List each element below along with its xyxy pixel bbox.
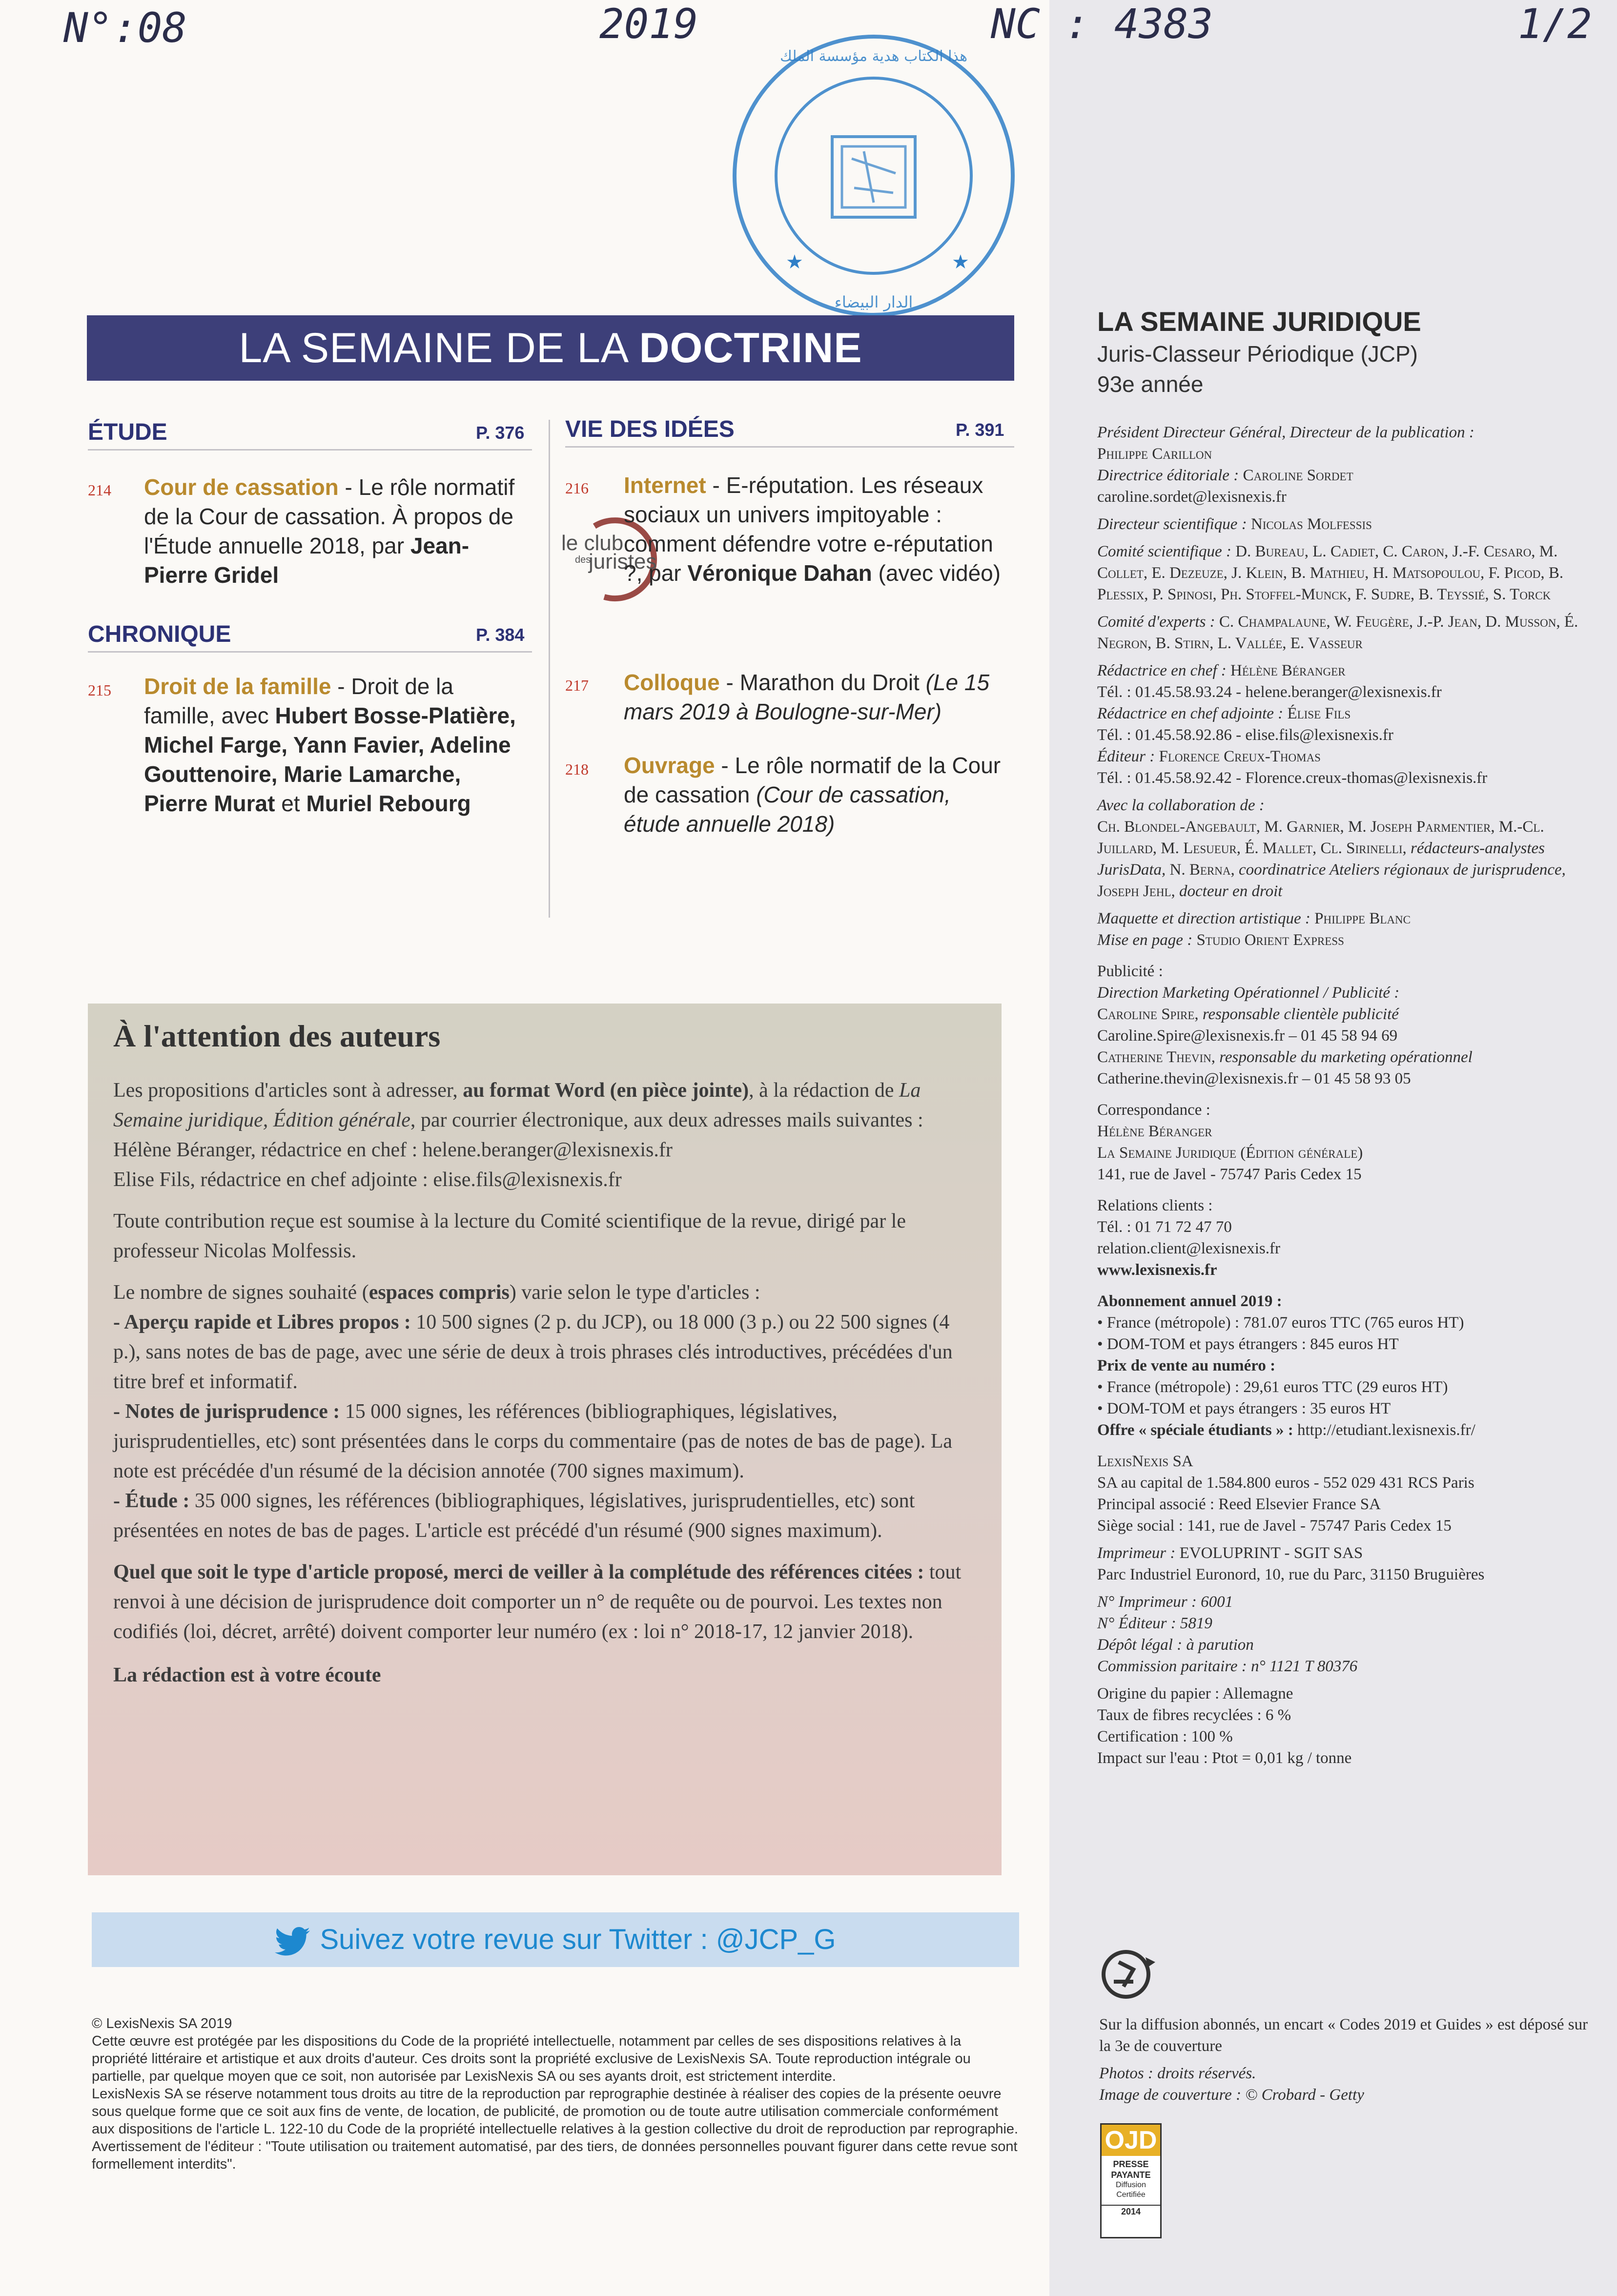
handwritten-number: N°:08 <box>63 4 187 52</box>
article-number: 215 <box>88 681 111 699</box>
authors-paragraph: Le nombre de signes souhaité (espaces compris) varie selon le type d'articles : - Aperçu rapide et Libres propos : 10 500 signes (2 p. du JCP), ou 18 000 (3 p.) ou 22 500 signes (4 p.), sans notes de bas de page, avec une série de deux à trois phrases clés introductives, précédées d'un titre bref et informatif. - Notes de jurisprudence : 15 000 signes, les références (bibliographiques, législatives, jurisprudentielles, etc) sont présentées dans le corps du commentaire (pas de notes de bas de page). La note est précédée d'un résumé de la décision annotée (700 signes maximum). - Étude : 35 000 signes, les références (bibliographiques, législatives, jurisprudentielles, etc) sont présentées en notes de bas de pages. L'article est précédé d'un résumé (900 signes maximum). <box>113 1281 953 1542</box>
club-des-juristes-logo: le club des juristes <box>560 507 682 604</box>
article-keyword: Colloque <box>624 670 720 695</box>
authors-notice-box <box>88 1004 1002 1875</box>
article-keyword: Cour de cassation <box>144 474 339 500</box>
idees-article-internet[interactable]: Internet - E-réputation. Les réseaux sociaux un univers impitoyable : comment défendre votre e-réputation ?, par Véronique Dahan (avec vidéo) <box>624 472 1001 586</box>
handwritten-nc: NC : 4383 <box>991 0 1213 48</box>
banner-title-bold: DOCTRINE <box>639 325 862 371</box>
svg-text:الدار البيضاء: الدار البيضاء <box>834 293 913 311</box>
idees-page: P. 391 <box>956 420 1004 440</box>
authors-paragraph: Quel que soit le type d'article proposé, merci de veiller à la complétude des références citées : tout renvoi à une décision de jurisprudence doit comporter un n° de requête ou de pourvoi. Les textes non codifiés (loi, décret, arrêté) doivent comporter leur numéro (ex : loi n° 2018-17, 12 janvier 2018). <box>113 1561 962 1643</box>
article-author: Jean-Pierre Gridel <box>144 533 470 588</box>
divider <box>88 651 532 653</box>
divider <box>88 449 532 451</box>
svg-text:هذا الكتاب هدية مؤسسة الملك: هذا الكتاب هدية مؤسسة الملك <box>779 48 968 65</box>
article-keyword: Ouvrage <box>624 753 715 778</box>
authors-paragraph: Toute contribution reçue est soumise à la lecture du Comité scientifique de la revue, dirigé par le professeur Nicolas Molfessis. <box>113 1210 906 1262</box>
article-keyword: Internet <box>624 472 706 498</box>
etude-heading: ÉTUDE <box>88 419 167 445</box>
svg-text:★: ★ <box>952 251 969 273</box>
masthead-footer: Sur la diffusion abonnés, un encart « Codes 2019 et Guides » est déposé sur la 3e de couverture Photos : droits réservés. Image de couverture : © Crobard - Getty <box>1099 2016 1588 2104</box>
etude-article[interactable]: Cour de cassation - Le rôle normatif de la Cour de cassation. À propos de l'Étude annuelle 2018, par Jean-Pierre Gridel <box>144 474 515 588</box>
divider <box>565 446 1014 448</box>
article-number: 218 <box>565 760 589 778</box>
article-keyword: Droit de la famille <box>144 674 331 699</box>
legal-notice: © LexisNexis SA 2019 Cette œuvre est protégée par les dispositions du Code de la propriété intellectuelle, notamment par celles de ses dispositions relatives à la propriété littéraire et artistique et aux droits d'auteur. Ces droits sont la propriété exclusive de LexisNexis SA. Toute reproduction intégrale ou partielle, par quelque moyen que ce soit, non autorisée par LexisNexis SA ou ses ayants droit, est strictement interdite. LexisNexis SA se réserve notamment tous droits au titre de la reproduction par reprographie destinée à réaliser des copies de la présente oeuvre sous quelque forme que ce soit aux fins de vente, de location, de publicité, de promotion ou de toute autre utilisation commerciale conformément aux dispositions de l'article L. 122-10 du Code de la propriété intellectuelle relatives à la gestion collective du droit de reproduction par reprographie. Avertissement de l'éditeur : "Toute utilisation ou traitement automatisé, par des tiers, de données personnelles pouvant figurer dans cette revue sont formellement interdits". <box>92 2016 1019 2172</box>
masthead-subtitle: Juris-Classeur Périodique (JCP) <box>1097 341 1418 367</box>
article-number: 214 <box>88 481 111 499</box>
svg-text:★: ★ <box>786 251 803 273</box>
column-divider <box>549 420 550 918</box>
idees-heading: VIE DES IDÉES <box>565 416 735 442</box>
article-number: 216 <box>565 479 589 497</box>
section-banner <box>87 315 1014 381</box>
library-stamp-icon <box>727 27 1020 329</box>
authors-paragraph: Les propositions d'articles sont à adresser, au format Word (en pièce jointe), à la rédaction de La Semaine juridique, Édition générale, par courrier électronique, aux deux adresses mails suivantes : Hélène Béranger, rédactrice en chef : helene.beranger@lexisnexis.fr Elise Fils, rédactrice en chef adjointe : elise.fils@lexisnexis.fr <box>113 1079 923 1191</box>
twitter-text: Suivez votre revue sur Twitter : @JCP_G <box>320 1924 836 1955</box>
banner-title-prefix: LA SEMAINE DE LA <box>239 325 639 371</box>
chronique-page: P. 384 <box>476 625 525 645</box>
handwritten-year: 2019 <box>599 0 698 48</box>
chronique-article[interactable]: Droit de la famille - Droit de la famille, avec Hubert Bosse-Platière, Michel Farge, Yann Favier, Adeline Gouttenoire, Marie Lamarche, Pierre Murat et Muriel Rebourg <box>144 674 516 816</box>
masthead-year: 93e année <box>1097 371 1204 397</box>
authors-box-title: À l'attention des auteurs <box>113 1019 441 1053</box>
etude-page: P. 376 <box>476 423 525 443</box>
ojd-badge: OJD PRESSE PAYANTE Diffusion Certifiée 2014 <box>1100 2123 1162 2238</box>
twitter-bird-icon <box>275 1927 310 1956</box>
chronique-heading: CHRONIQUE <box>88 621 231 647</box>
handwritten-part: 1/2 <box>1518 0 1592 48</box>
article-number: 217 <box>565 676 589 694</box>
twitter-bar[interactable] <box>92 1912 1019 1967</box>
masthead-title: LA SEMAINE JURIDIQUE <box>1097 306 1421 337</box>
idees-article-ouvrage[interactable]: Ouvrage - Le rôle normatif de la Cour de cassation (Cour de cassation, étude annuelle 2018) <box>624 753 1001 837</box>
recycling-icon <box>1099 1948 1158 2001</box>
idees-article-colloque[interactable]: Colloque - Marathon du Droit (Le 15 mars 2019 à Boulogne-sur-Mer) <box>624 670 990 724</box>
authors-signoff: La rédaction est à votre écoute <box>113 1664 381 1686</box>
masthead-credits: Président Directeur Général, Directeur de la publication : Philippe Carillon Directrice éditoriale : Caroline Sordet caroline.sordet@lexisnexis.fr Directeur scientifique : Nicolas Molfessis Comité scientifique : D. Bureau, L. Cadiet, C. Caron, J.-F. Cesaro, M. Collet, E. Dezeuze, J. Klein, B. Mathieu, H. Matsopoulou, F. Picod, B. Plessix, P. Spinosi, Ph. Stoffel-Munck, F. Sudre, B. Teyssié, S. Torck Comité d'experts : C. Champalaune, W. Feugère, J.-P. Jean, D. Musson, É. Negron, B. Stirn, L. Vallée, E. Vasseur Rédactrice en chef : Hélène Béranger Tél. : 01.45.58.93.24 - helene.beranger@lexisnexis.fr Rédactrice en chef adjointe : Élise Fils Tél. : 01.45.58.92.86 - elise.fils@lexisnexis.fr Éditeur : Florence Creux-Thomas Tél. : 01.45.58.92.42 - Florence.creux-thomas@lexisnexis.fr Avec la collaboration de : Ch. Blondel-Angebault, M. Garnier, M. Joseph Parmentier, M.-Cl. Juillard, M. Lesueur, É. Mallet, Cl. Sirinelli, rédacteurs-analystes JurisData, N. Berna, coordinatrice Ateliers régionaux de jurisprudence, Joseph Jehl, docteur en droit Maquette et direction artistique : Philippe Blanc Mise en page : Studio Orient Express Publicité : Direction Marketing Opérationnel / Publicité : Caroline Spire, responsable clientèle publicité Caroline.Spire@lexisnexis.fr – 01 45 58 94 69 Catherine Thevin, responsable du marketing opérationnel Catherine.thevin@lexisnexis.fr – 01 45 58 93 05 Correspondance : Hélène Béranger La Semaine Juridique (Édition générale) 141, rue de Javel - 75747 Paris Cedex 15 Relations clients : Tél. : 01 71 72 47 70 relation.client@lexisnexis.fr www.lexisnexis.fr Abonnement annuel 2019 : • France (métropole) : 781.07 euros TTC (765 euros HT) • DOM-TOM et pays étrangers : 845 euros HT Prix de vente au numéro : • France (métropole) : 29,61 euros TTC (29 euros HT) • DOM-TOM et pays étrangers : 35 euros HT Offre « spéciale étudiants » : http://etudiant.lexisnexis.fr/ LexisNexis SA SA au capital de 1.584.800 euros - 552 029 431 RCS Paris Principal associé : Reed Elsevier France SA Siège social : 141, rue de Javel - 75747 Paris Cedex 15 Imprimeur : EVOLUPRINT - SGIT SAS Parc Industriel Euronord, 10, rue du Parc, 31150 Bruguières N° Imprimeur : 6001 N° Éditeur : 5819 Dépôt légal : à parution Commission paritaire : n° 1121 T 80376 Origine du papier : Allemagne Taux de fibres recyclées : 6 % Certification : 100 % Impact sur l'eau : Ptot = 0,01 kg / tonne <box>1097 424 1578 1767</box>
